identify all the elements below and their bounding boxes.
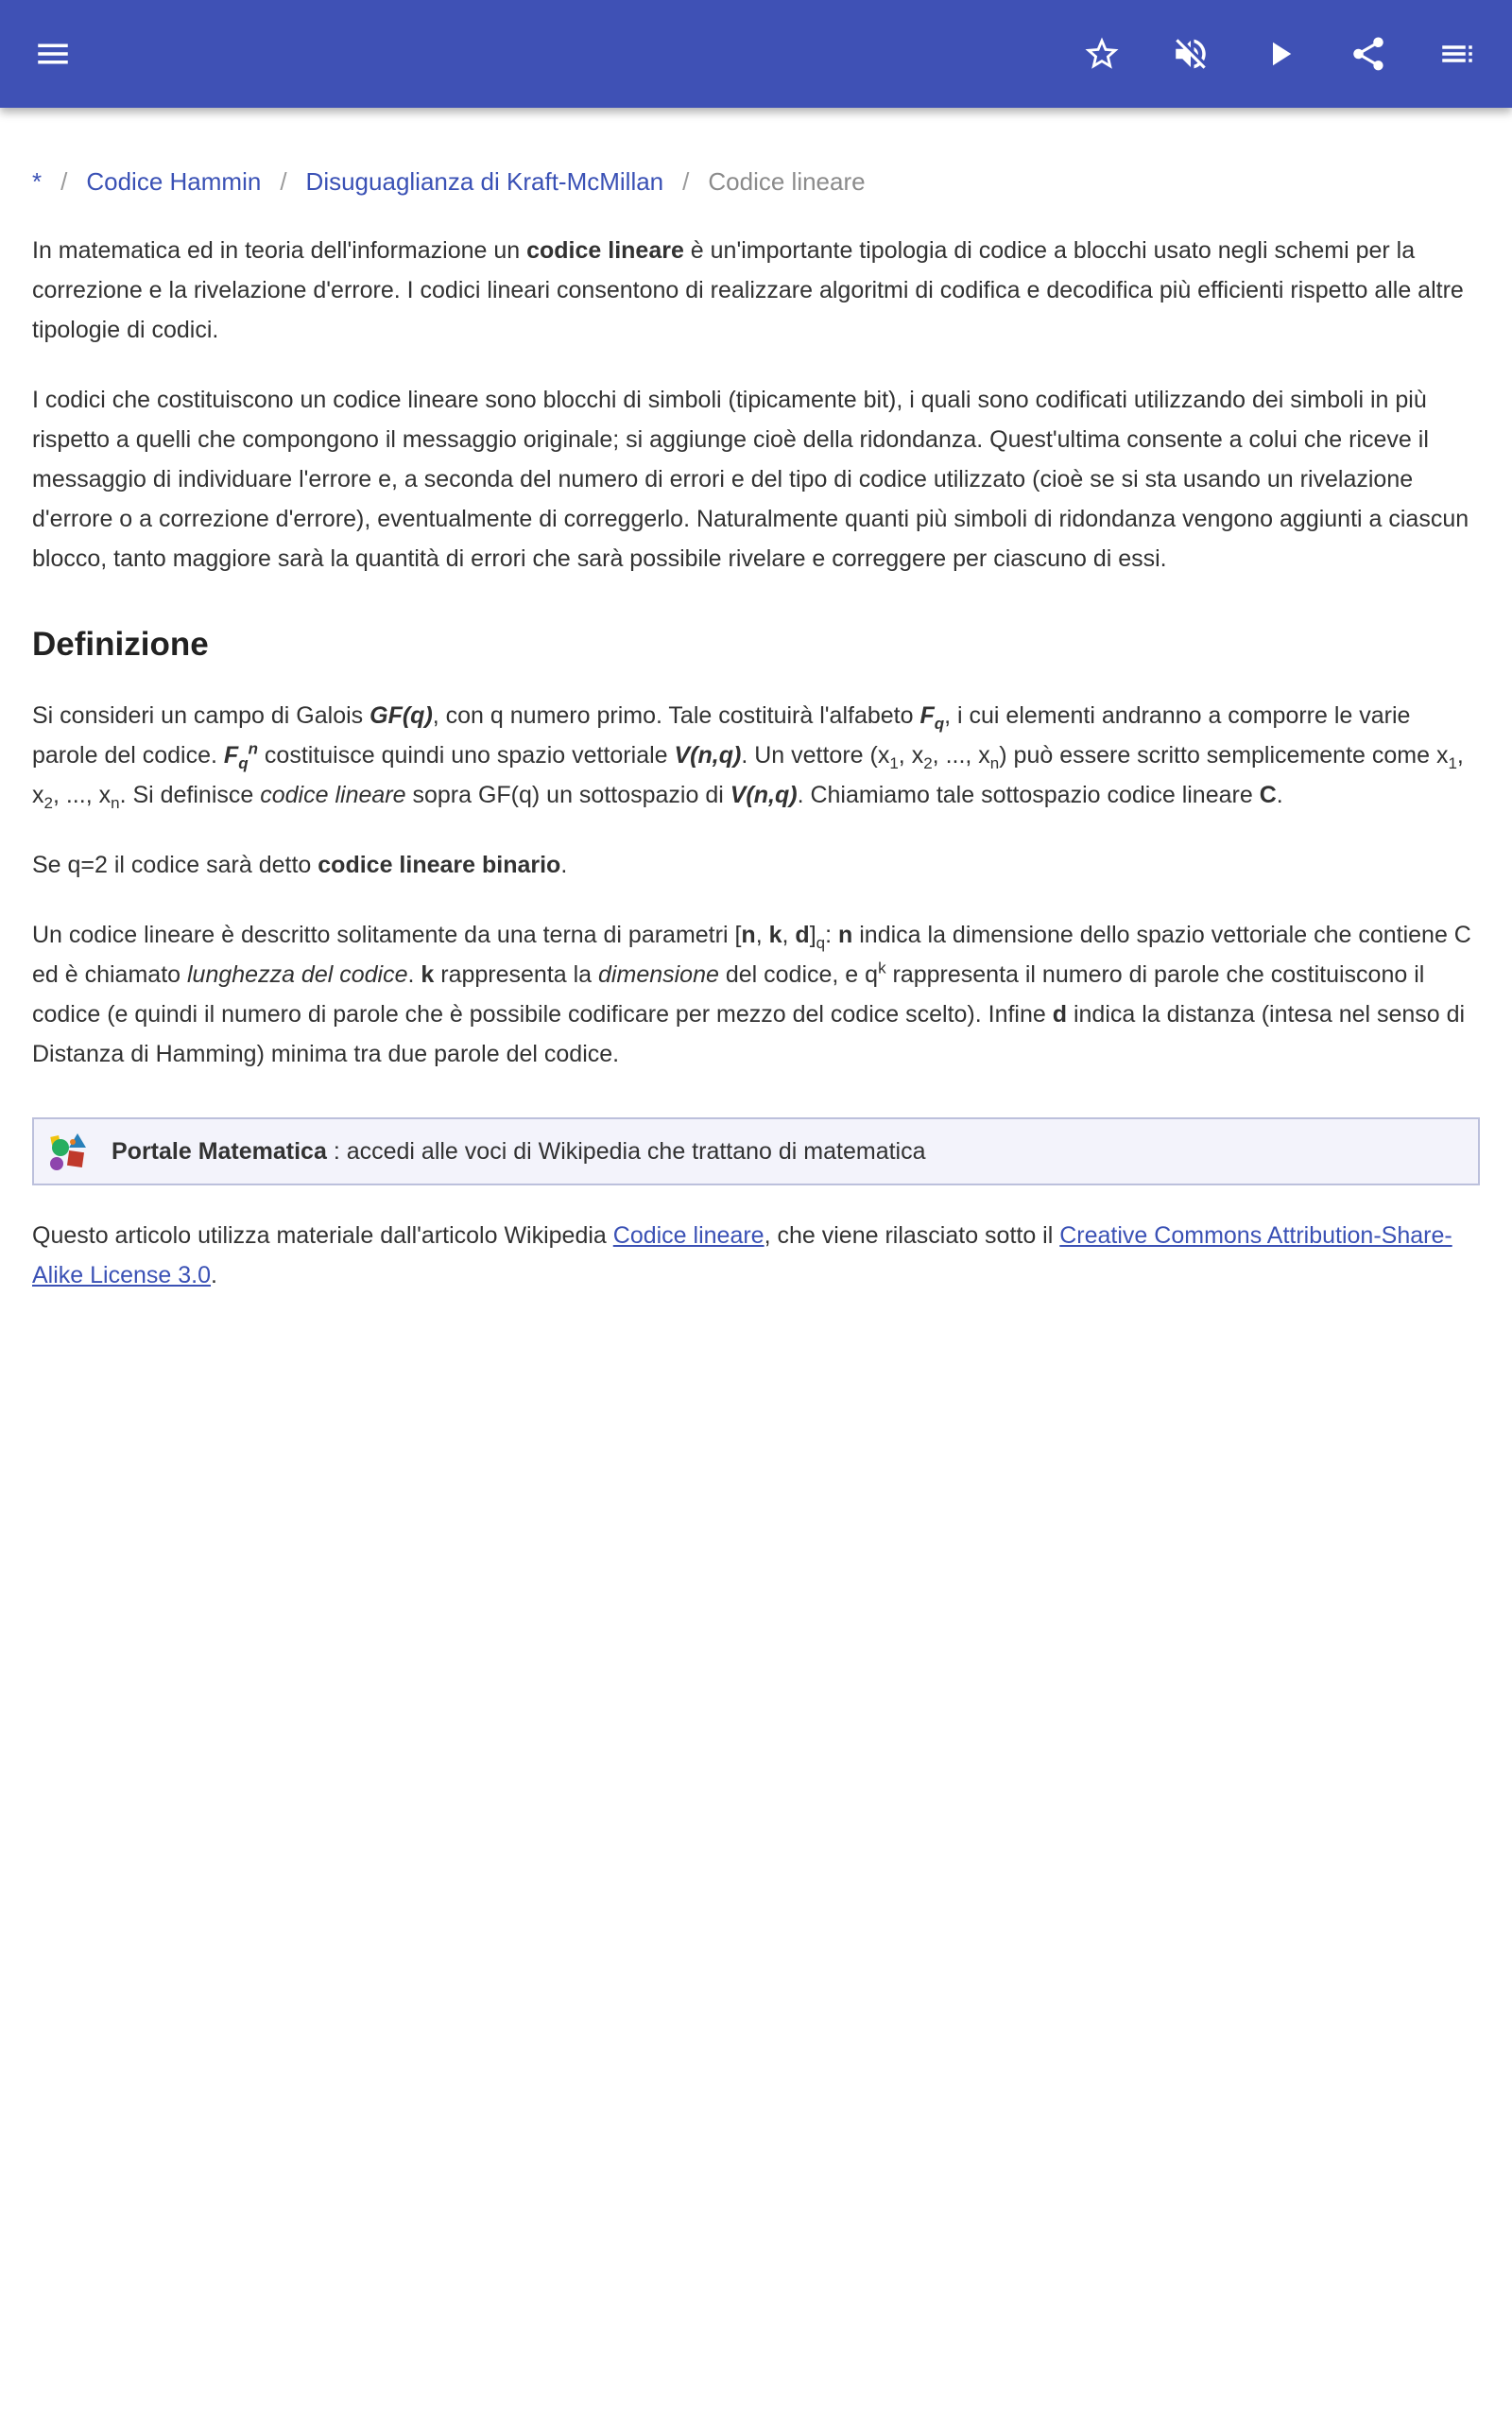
text-segment: codice lineare bbox=[526, 237, 684, 264]
text-segment: d bbox=[1052, 1001, 1068, 1028]
text-segment: : bbox=[825, 922, 839, 948]
star-outline-icon bbox=[1082, 34, 1122, 74]
text-segment: q bbox=[816, 934, 826, 952]
portal-banner[interactable] bbox=[32, 1117, 1480, 1185]
text-segment: Se q=2 il codice sarà detto bbox=[32, 852, 318, 878]
text-segment: 1 bbox=[889, 754, 899, 772]
section-heading: Definizione bbox=[32, 626, 209, 663]
text-segment: lunghezza del codice bbox=[187, 961, 408, 988]
text-segment: sopra GF(q) un sottospazio di bbox=[405, 782, 730, 808]
appbar-actions bbox=[1072, 24, 1487, 84]
text-segment: k bbox=[421, 961, 435, 988]
text-segment: , con q numero primo. Tale costituirà l'alfabeto bbox=[432, 702, 920, 729]
text-segment: . Un vettore (x bbox=[741, 742, 890, 769]
text-segment: indica la dimensione dello spazio vettoriale che contiene C ed è chiamato bbox=[32, 922, 1471, 988]
article-paragraph bbox=[32, 845, 1480, 885]
portal-description: : accedi alle voci di Wikipedia che trattano di matematica bbox=[326, 1138, 926, 1165]
text-segment: q bbox=[238, 754, 249, 772]
text-segment: costituisce quindi uno spazio vettoriale bbox=[257, 742, 675, 769]
text-segment: . bbox=[1276, 782, 1283, 808]
text-segment: , x bbox=[32, 742, 1464, 808]
inline-link[interactable]: Codice lineare bbox=[612, 1222, 765, 1249]
text-segment: In matematica ed in teoria dell'informazione un bbox=[32, 237, 527, 264]
portal-text bbox=[112, 1132, 926, 1170]
favorite-button[interactable] bbox=[1072, 24, 1132, 84]
text-segment: Si consideri un campo di Galois bbox=[32, 702, 370, 729]
share-icon bbox=[1349, 34, 1388, 74]
text-segment: F bbox=[223, 742, 239, 769]
text-segment: , i cui elementi andranno a comporre le varie parole del codice. bbox=[32, 702, 1411, 769]
text-segment: codice lineare binario bbox=[318, 852, 561, 878]
text-segment: . bbox=[211, 1262, 217, 1288]
breadcrumb-link[interactable]: Disuguaglianza di Kraft-McMillan bbox=[305, 167, 664, 196]
article-content bbox=[0, 200, 1512, 1325]
mute-button[interactable] bbox=[1160, 24, 1221, 84]
app-bar bbox=[0, 0, 1512, 108]
breadcrumb-link[interactable]: Codice Hammin bbox=[86, 167, 262, 196]
text-segment: V(n,q) bbox=[730, 782, 798, 808]
text-segment: F bbox=[919, 702, 935, 729]
text-segment: C bbox=[1259, 782, 1277, 808]
text-segment: GF(q) bbox=[369, 702, 433, 729]
text-segment: , ..., x bbox=[932, 742, 990, 769]
text-segment: , ..., x bbox=[52, 782, 112, 808]
text-segment: d bbox=[795, 922, 810, 948]
text-segment: n bbox=[741, 922, 756, 948]
text-segment: . Si definisce bbox=[119, 782, 261, 808]
inline-link[interactable]: Creative Commons Attribution-Share-Alike License 3.0 bbox=[32, 1222, 1452, 1288]
play-icon bbox=[1260, 34, 1299, 74]
breadcrumb-separator: / bbox=[60, 167, 68, 196]
text-segment: , bbox=[782, 922, 796, 948]
math-portal-icon bbox=[45, 1129, 91, 1174]
text-segment: I codici che costituiscono un codice lineare sono blocchi di simboli (tipicamente bit), i quali sono codificati utilizzando dei simboli in più rispetto a quelli che compongono il messaggio originale; si aggiunge cioè della ridondanza. Quest'ultima consente a colui che riceve il messaggio di individuare l'errore e, a seconda del numero di errori e del tipo di codice utilizzato (cioè se si sta usando un rivelazione d'errore o a correzione d'errore), eventualmente di correggerlo. Naturalmente quanti più simboli di ridondanza vengono aggiunti a ciascun blocco, tanto maggiore sarà la quantità di errori che sarà possibile rivelare e correggere per ciascuno di essi. bbox=[32, 387, 1469, 572]
text-segment: ) può essere scritto semplicemente come x bbox=[999, 742, 1449, 769]
text-segment: 2 bbox=[43, 794, 53, 812]
text-segment: dimensione bbox=[598, 961, 719, 988]
text-segment: ] bbox=[809, 922, 816, 948]
text-segment: . Chiamiamo tale sottospazio codice lineare bbox=[797, 782, 1260, 808]
license-note bbox=[32, 1216, 1480, 1295]
text-segment: V(n,q) bbox=[674, 742, 742, 769]
text-segment: rappresenta il numero di parole che costituiscono il codice (e quindi il numero di parole che è possibile codificare per mezzo del codice scelto). Infine bbox=[32, 961, 1425, 1028]
text-segment: 2 bbox=[923, 754, 933, 772]
text-segment: indica la distanza (intesa nel senso di Distanza di Hamming) minima tra due parole del codice. bbox=[32, 1001, 1466, 1067]
play-button[interactable] bbox=[1249, 24, 1310, 84]
article-paragraph bbox=[32, 231, 1480, 350]
breadcrumb bbox=[0, 108, 1512, 200]
text-segment: 1 bbox=[1448, 754, 1457, 772]
text-segment: rappresenta la bbox=[434, 961, 599, 988]
text-segment: Questo articolo utilizza materiale dall'articolo Wikipedia bbox=[32, 1222, 613, 1249]
text-segment: k bbox=[878, 959, 886, 977]
text-segment: k bbox=[768, 922, 782, 948]
share-button[interactable] bbox=[1338, 24, 1399, 84]
breadcrumb-current: Codice lineare bbox=[708, 167, 866, 196]
text-segment: , x bbox=[898, 742, 924, 769]
breadcrumb-separator: / bbox=[682, 167, 690, 196]
portal-title: Portale Matematica bbox=[112, 1138, 327, 1165]
breadcrumb-link[interactable]: * bbox=[32, 167, 43, 196]
text-segment: Un codice lineare è descritto solitamente da una terna di parametri [ bbox=[32, 922, 742, 948]
text-segment: q bbox=[934, 715, 945, 733]
text-segment: n bbox=[248, 739, 258, 758]
text-segment: n bbox=[111, 794, 120, 812]
toc-icon bbox=[1437, 34, 1477, 74]
toc-button[interactable] bbox=[1427, 24, 1487, 84]
text-segment: del codice, e q bbox=[718, 961, 879, 988]
text-segment: . bbox=[560, 852, 568, 878]
menu-button[interactable] bbox=[23, 24, 83, 84]
volume-off-icon bbox=[1171, 34, 1211, 74]
text-segment: n bbox=[989, 754, 1000, 772]
text-segment: , bbox=[755, 922, 769, 948]
article-paragraph bbox=[32, 696, 1480, 815]
text-segment: è un'importante tipologia di codice a blocchi usato negli schemi per la correzione e la rivelazione d'errore. I codici lineari consentono di realizzare algoritmi di codifica e decodifica più efficienti rispetto alle altre tipologie di codici. bbox=[32, 237, 1464, 343]
breadcrumb-separator: / bbox=[280, 167, 287, 196]
menu-icon bbox=[33, 34, 73, 74]
text-segment: , che viene rilasciato sotto il bbox=[764, 1222, 1060, 1249]
article-paragraph bbox=[32, 915, 1480, 1074]
text-segment: n bbox=[838, 922, 853, 948]
text-segment: . bbox=[407, 961, 421, 988]
text-segment: codice lineare bbox=[260, 782, 406, 808]
article-paragraph bbox=[32, 380, 1480, 579]
